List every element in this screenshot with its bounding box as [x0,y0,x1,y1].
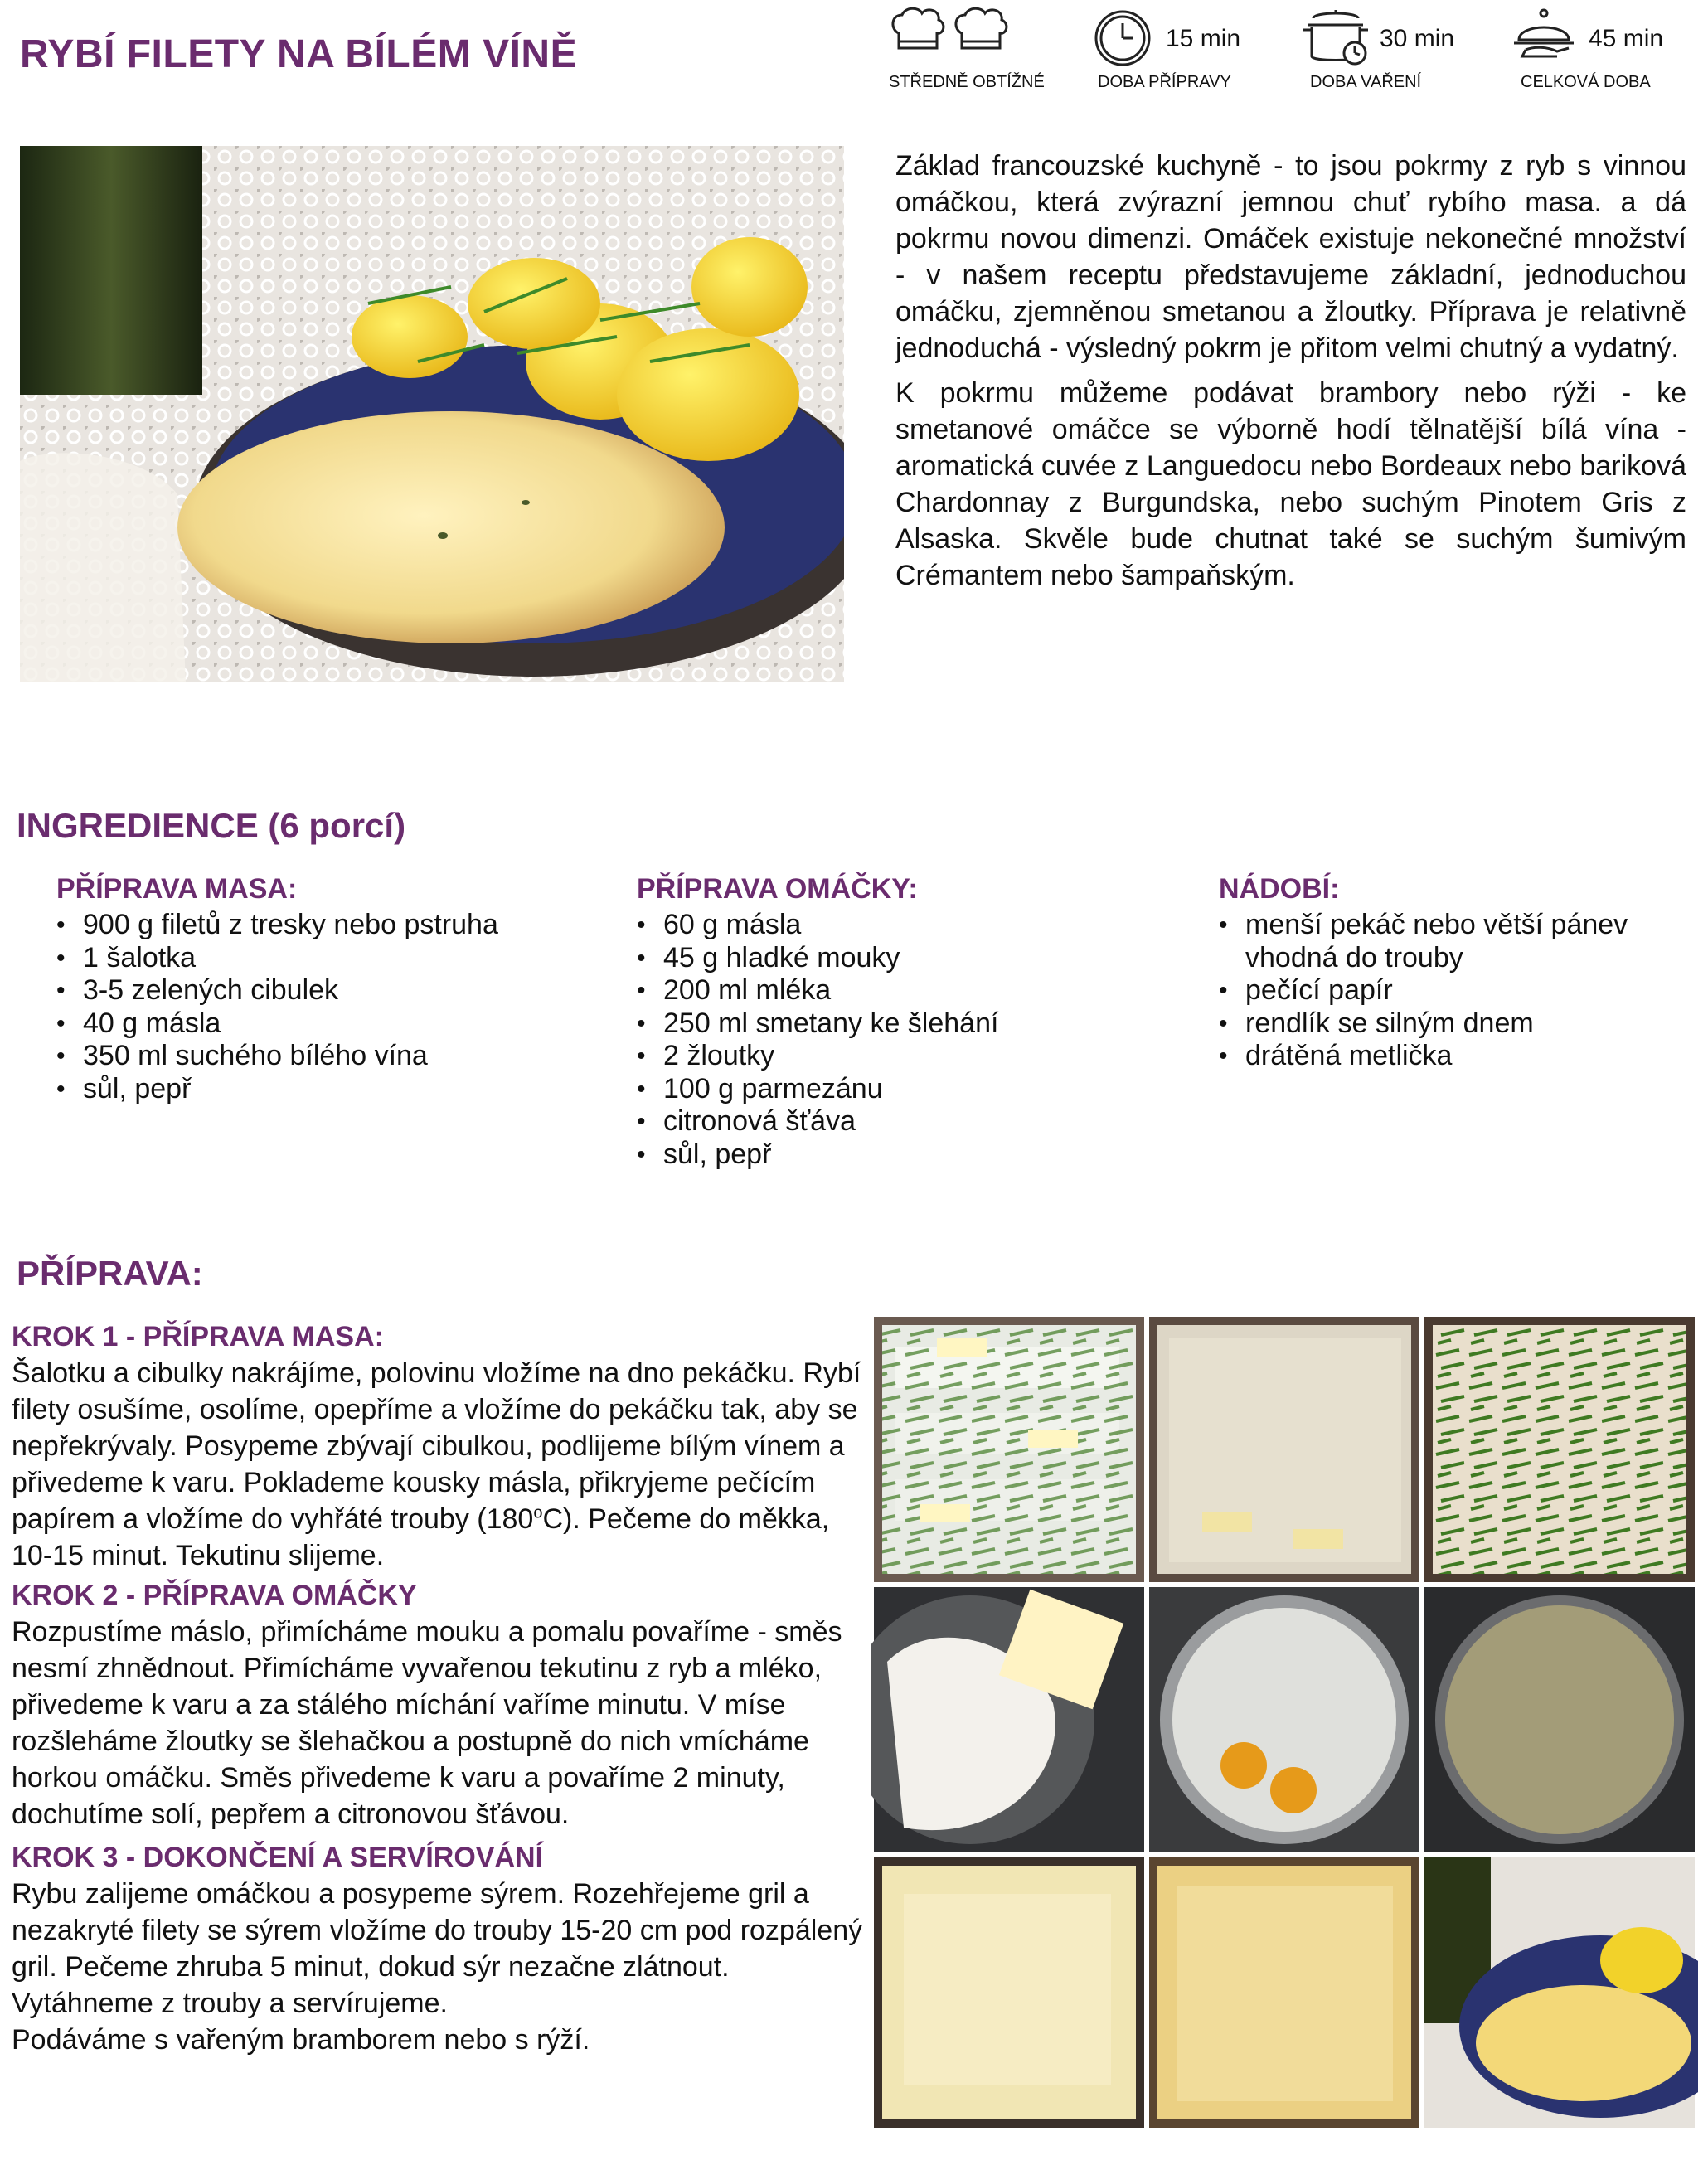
cook-time-block [1298,5,1489,96]
cook-time-label: DOBA VAŘENÍ [1310,73,1422,91]
ingredients-tools-heading: NÁDOBÍ: [1219,873,1340,905]
step-photo [1149,1317,1419,1582]
list-item: • pečící papír [1219,974,1683,1007]
step-photo [1149,1857,1419,2128]
ingredients-tools [1219,871,1683,1073]
difficulty-block [881,5,1046,96]
cook-time-value: 30 min [1380,25,1455,52]
step-1-heading: KROK 1 - PŘÍPRAVA MASA: [12,1321,384,1352]
preparation-steps [12,1318,866,2061]
step-1-text-a: Šalotku a cibulky nakrájíme, polovinu vložíme na dno pekáčku. Rybí filety osušíme, osolíme, opepříme a vložíme do pekáčku tak, aby se nepřekrývaly. Posypeme zbývají cibulkou, podlijeme bílým vínem a přivedeme k varu. Poklademe kousky másla, přikryjeme pečícím papírem a vložíme do vyhřáté trouby (180 [12,1357,861,1535]
list-item: • 900 g filetů z tresky nebo pstruha [56,909,604,942]
list-item: • 100 g parmezánu [637,1073,1167,1106]
list-item: • 250 ml smetany ke šlehání [637,1007,1167,1041]
list-item: • drátěná metlička [1219,1040,1683,1073]
list-item: • 200 ml mléka [637,974,1167,1007]
step-3-serving: Podáváme s vařeným bramborem nebo s rýží. [12,2024,590,2056]
ingredients-meat [56,871,604,1105]
cloche-icon [1511,5,1577,71]
step-2-heading: KROK 2 - PŘÍPRAVA OMÁČKY [12,1580,417,1611]
step-photo [874,1857,1144,2128]
step-1-text-b: C). Pečeme do měkka, 10-15 minut. Tekutinu slijeme. [12,1503,830,1571]
list-item: • 60 g másla [637,909,1167,942]
list-item: • 45 g hladké mouky [637,942,1167,975]
degree-sign: o [533,1503,543,1522]
ingredients-sauce [637,871,1167,1171]
step-photo [1149,1587,1419,1852]
step-photo [1424,1857,1698,2128]
list-item: • menší pekáč nebo větší pánev vhodná do trouby [1219,909,1683,974]
dish-photo [20,146,844,682]
step-photo [874,1317,1144,1582]
total-time-block [1511,5,1701,96]
total-time-label: CELKOVÁ DOBA [1521,73,1651,91]
step-2-text: Rozpustíme máslo, přimícháme mouku a pomalu povaříme - směs nesmí zhnědnout. Přimícháme vyvařenou tekutinu z ryb a mléko, přivedeme k varu a za stálého míchání vaříme minutu. V míse rozšleháme žloutky se šlehačkou a postupně do nich vmícháme horkou omáčku. Směs přivedeme k varu a povaříme 2 minuty, dochutíme solí, pepřem a citronovou šťávou. [12,1616,842,1830]
step-photo [871,1587,1144,1852]
list-item: • 3-5 zelených cibulek [56,974,604,1007]
step-3 [12,1839,866,2058]
recipe-title: RYBÍ FILETY NA BÍLÉM VÍNĚ [20,32,578,76]
total-time-value: 45 min [1589,25,1664,52]
step-photo [1424,1317,1695,1582]
clock-icon [1089,5,1156,71]
step-1-text [12,1355,866,1574]
step-3-text: Rybu zalijeme omáčkou a posypeme sýrem. Rozehřejeme gril a nezakryté filety se sýrem vložíme do trouby 15-20 cm pod rozpálený gril. Pečeme zhruba 5 minut, dokud sýr nezačne zlátnout. Vytáhneme z trouby a servírujeme. [12,1878,863,2019]
list-item: • 1 šalotka [56,942,604,975]
prep-time-label: DOBA PŘÍPRAVY [1098,73,1231,91]
prep-time-value: 15 min [1166,25,1241,52]
step-photo-grid [871,1313,1698,2131]
intro-paragraph: Základ francouzské kuchyně - to jsou pokrmy z ryb s vinnou omáčkou, která zvýrazní jemnou chuť rybího masa. a dá pokrmu novou dimenzi. Omáček existuje nekonečné množství - v našem receptu představujeme základní, jednoduchou omáčku, zjemněnou smetanou a žloutky. Příprava je relativně jednoduchá - výsledný pokrm je přitom velmi chutný a vydatný. [895,150,1686,364]
list-item: • 350 ml suchého bílého vína [56,1040,604,1073]
list-item: • 40 g másla [56,1007,604,1041]
preparation-title: PŘÍPRAVA: [17,1254,203,1293]
list-item: • sůl, pepř [56,1073,604,1106]
intro-paragraph: K pokrmu můžeme podávat brambory nebo rýži - ke smetanové omáčce se výborně hodí tělnatější bílá vína - aromatická cuvée z Languedocu nebo Bordeaux nebo bariková Chardonnay z Burgundska, nebo suchým Pinotem Gris z Alsaska. Skvěle bude chutnat také se suchým šumivým Crémantem nebo šampaňským. [895,377,1686,591]
ingredients-sauce-heading: PŘÍPRAVA OMÁČKY: [637,873,918,905]
step-2 [12,1577,866,1833]
ingredients-title: INGREDIENCE (6 porcí) [17,806,406,845]
prep-time-block [1086,5,1277,96]
pot-timer-icon [1302,5,1376,71]
list-item: • citronová šťáva [637,1105,1167,1138]
step-1 [12,1318,866,1574]
step-3-heading: KROK 3 - DOKONČENÍ A SERVÍROVÁNÍ [12,1842,544,1873]
list-item: • rendlík se silným dnem [1219,1007,1683,1041]
ingredients-meat-heading: PŘÍPRAVA MASA: [56,873,298,905]
chef-hat-icon [889,5,1013,63]
difficulty-label: STŘEDNĚ OBTÍŽNÉ [889,73,1045,91]
list-item: • sůl, pepř [637,1138,1167,1172]
list-item: • 2 žloutky [637,1040,1167,1073]
intro-text [895,148,1686,602]
step-photo [1424,1587,1695,1852]
